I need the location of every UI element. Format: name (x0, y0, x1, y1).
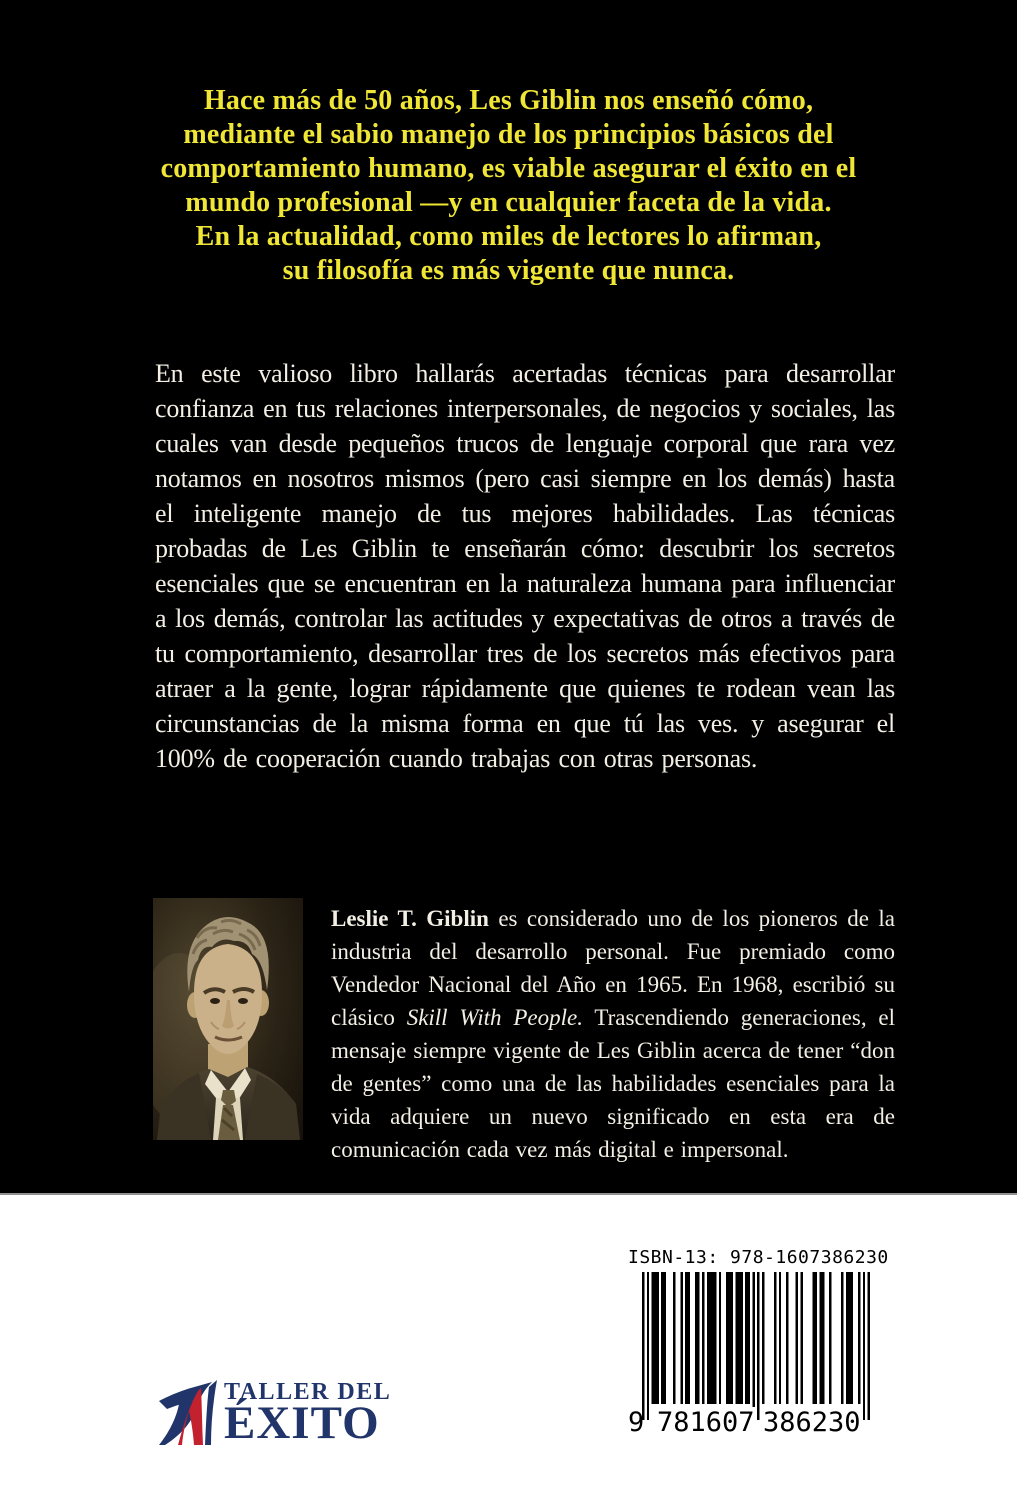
barcode-digit-group1: 781607 (657, 1407, 755, 1438)
author-photo (153, 898, 303, 1140)
book-title-italic: Skill With People. (406, 1005, 583, 1030)
publisher-logo (157, 1378, 392, 1449)
barcode-digits (628, 1407, 888, 1439)
publisher-name-line2: ÉXITO (224, 1397, 380, 1449)
promo-blurb-line: mundo profesional —y en cualquier faceta de la vida. (185, 187, 832, 218)
description-paragraph: En este valioso libro hallarás acertadas técnicas para desarrollar confianza en tus relaciones interpersonales, de negocios y sociales, las cuales van desde pequeños trucos de lenguaje corporal que rara vez notamos en nosotros mismos (pero casi siempre en los demás) hasta el inteligente manejo de tus mejores habilidades. Las técnicas probadas de Les Giblin te enseñarán cómo: descubrir los secretos esenciales que se encuentran en la naturaleza humana para influenciar a los demás, controlar las actitudes y expectativas de otros a través de tu comportamiento, desarrollar tres de los secretos más efectivos para atraer a la gente, lograr rápidamente que quienes te rodean vean las circunstancias de la misma forma en que tú las ves. y asegurar el 100% de cooperación cuando trabajas con otras personas. (155, 359, 895, 773)
barcode-digit-lead: 9 (628, 1407, 645, 1438)
author-section (153, 898, 897, 1166)
isbn-barcode (628, 1247, 888, 1439)
publisher-name (224, 1378, 392, 1449)
promo-blurb-line: su filosofía es más vigente que nunca. (282, 255, 735, 286)
promo-blurb-line: En la actualidad, como miles de lectores lo afirman, (195, 221, 822, 252)
author-name: Leslie T. Giblin (331, 906, 489, 931)
author-bio-text: Trascendiendo generaciones, el mensaje siempre vigente de Les Giblin acerca de tener “don de gentes” como una de las habilidades esenciales para la vida adquiere un nuevo significado en esta era de comunicación cada vez más digital e impersonal. (331, 1005, 895, 1162)
promo-blurb-line: mediante el sabio manejo de los principios básicos del (183, 119, 834, 150)
author-portrait-illustration (153, 898, 303, 1140)
publisher-name-line1: TALLER DEL (224, 1379, 392, 1405)
promo-blurb-line: comportamiento humano, es viable asegurar el éxito en el (160, 153, 857, 184)
author-bio (331, 902, 895, 1166)
barcode-digit-group2: 386230 (763, 1407, 861, 1438)
isbn-label: ISBN-13: 978-1607386230 (628, 1247, 889, 1268)
author-bio-text: es considerado uno de los pioneros de la industria del desarrollo personal. Fue premiado como Vendedor Nacional del Año en 1965. En 1968, escribió su clásico (331, 906, 895, 1030)
barcode-bars (642, 1272, 888, 1420)
footer-strip (0, 1193, 1017, 1500)
promo-blurb-line: Hace más de 50 años, Les Giblin nos enseñó cómo, (203, 85, 814, 116)
publisher-logo-icon (157, 1378, 219, 1446)
promo-blurb (0, 84, 1017, 288)
